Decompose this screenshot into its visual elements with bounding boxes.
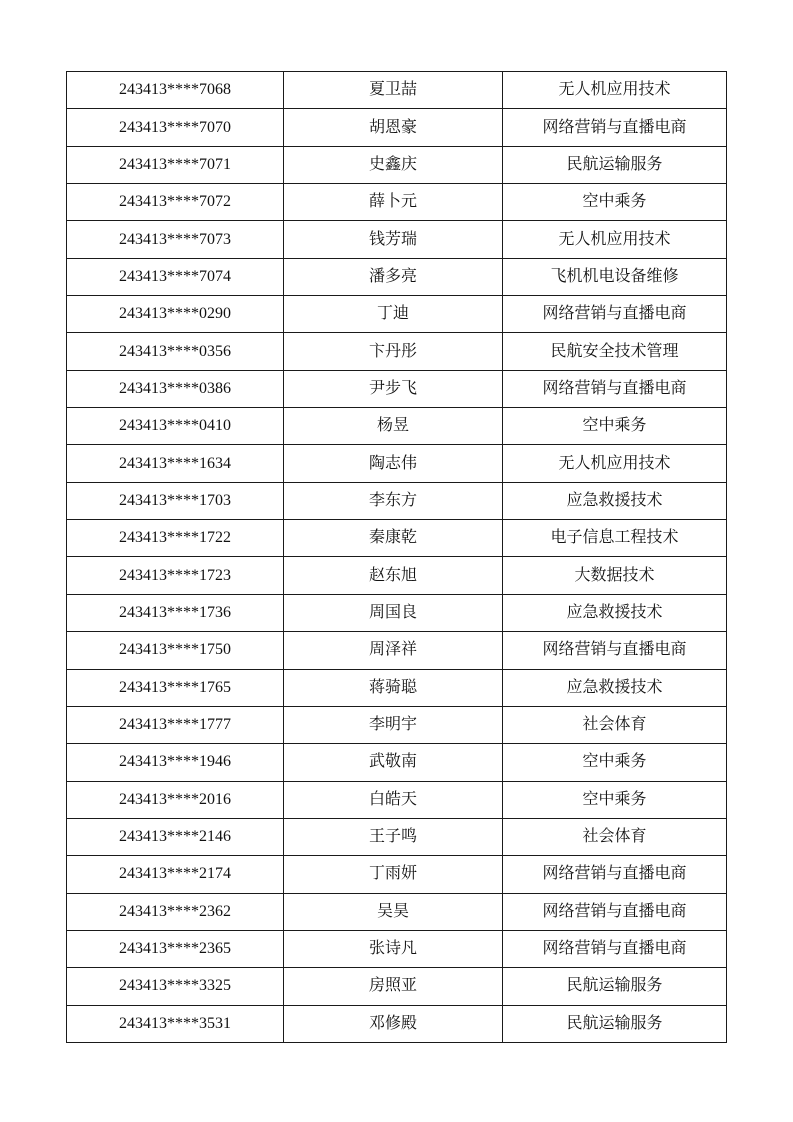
student-major-cell: 网络营销与直播电商 xyxy=(503,893,727,930)
student-name-cell: 周泽祥 xyxy=(284,632,503,669)
student-major-cell: 网络营销与直播电商 xyxy=(503,856,727,893)
student-name-cell: 周国良 xyxy=(284,594,503,631)
student-name-cell: 王子鸣 xyxy=(284,818,503,855)
student-id-cell: 243413****2365 xyxy=(67,930,284,967)
student-id-cell: 243413****2146 xyxy=(67,818,284,855)
table-row xyxy=(67,258,727,295)
table-row xyxy=(67,594,727,631)
student-id-cell: 243413****2362 xyxy=(67,893,284,930)
student-id-cell: 243413****7073 xyxy=(67,221,284,258)
table-row xyxy=(67,930,727,967)
student-id-cell: 243413****1736 xyxy=(67,594,284,631)
table-row xyxy=(67,72,727,109)
student-id-cell: 243413****1765 xyxy=(67,669,284,706)
student-major-cell: 大数据技术 xyxy=(503,557,727,594)
student-id-cell: 243413****1723 xyxy=(67,557,284,594)
student-name-cell: 白皓天 xyxy=(284,781,503,818)
student-major-cell: 民航运输服务 xyxy=(503,968,727,1005)
student-roster-table xyxy=(66,71,727,1043)
table-row xyxy=(67,109,727,146)
student-major-cell: 网络营销与直播电商 xyxy=(503,632,727,669)
student-major-cell: 应急救援技术 xyxy=(503,594,727,631)
table-row xyxy=(67,370,727,407)
student-major-cell: 社会体育 xyxy=(503,706,727,743)
table-row xyxy=(67,333,727,370)
student-name-cell: 胡恩豪 xyxy=(284,109,503,146)
student-name-cell: 李东方 xyxy=(284,482,503,519)
student-name-cell: 陶志伟 xyxy=(284,445,503,482)
student-id-cell: 243413****0290 xyxy=(67,296,284,333)
student-major-cell: 网络营销与直播电商 xyxy=(503,370,727,407)
student-id-cell: 243413****7068 xyxy=(67,72,284,109)
table-row xyxy=(67,482,727,519)
table-row xyxy=(67,445,727,482)
roster-body xyxy=(67,72,727,1043)
student-id-cell: 243413****1703 xyxy=(67,482,284,519)
student-id-cell: 243413****0410 xyxy=(67,408,284,445)
student-name-cell: 蒋骑聪 xyxy=(284,669,503,706)
student-name-cell: 杨昱 xyxy=(284,408,503,445)
student-id-cell: 243413****1946 xyxy=(67,744,284,781)
student-name-cell: 张诗凡 xyxy=(284,930,503,967)
table-row xyxy=(67,184,727,221)
student-major-cell: 网络营销与直播电商 xyxy=(503,930,727,967)
student-id-cell: 243413****0356 xyxy=(67,333,284,370)
student-major-cell: 电子信息工程技术 xyxy=(503,520,727,557)
table-row xyxy=(67,520,727,557)
student-name-cell: 尹步飞 xyxy=(284,370,503,407)
student-id-cell: 243413****1777 xyxy=(67,706,284,743)
student-major-cell: 空中乘务 xyxy=(503,184,727,221)
student-id-cell: 243413****1634 xyxy=(67,445,284,482)
student-id-cell: 243413****2174 xyxy=(67,856,284,893)
student-name-cell: 李明宇 xyxy=(284,706,503,743)
table-row xyxy=(67,408,727,445)
student-name-cell: 吴昊 xyxy=(284,893,503,930)
student-major-cell: 社会体育 xyxy=(503,818,727,855)
student-name-cell: 史鑫庆 xyxy=(284,146,503,183)
student-name-cell: 秦康乾 xyxy=(284,520,503,557)
table-row xyxy=(67,221,727,258)
table-row xyxy=(67,669,727,706)
table-row xyxy=(67,781,727,818)
student-major-cell: 民航运输服务 xyxy=(503,146,727,183)
table-row xyxy=(67,968,727,1005)
student-major-cell: 网络营销与直播电商 xyxy=(503,296,727,333)
student-id-cell: 243413****7070 xyxy=(67,109,284,146)
student-id-cell: 243413****0386 xyxy=(67,370,284,407)
student-major-cell: 网络营销与直播电商 xyxy=(503,109,727,146)
student-name-cell: 潘多亮 xyxy=(284,258,503,295)
table-row xyxy=(67,1005,727,1042)
student-name-cell: 邓修殿 xyxy=(284,1005,503,1042)
student-name-cell: 夏卫喆 xyxy=(284,72,503,109)
student-major-cell: 空中乘务 xyxy=(503,744,727,781)
table-row xyxy=(67,146,727,183)
student-major-cell: 空中乘务 xyxy=(503,408,727,445)
table-row xyxy=(67,893,727,930)
student-major-cell: 飞机机电设备维修 xyxy=(503,258,727,295)
student-id-cell: 243413****2016 xyxy=(67,781,284,818)
student-major-cell: 无人机应用技术 xyxy=(503,72,727,109)
table-row xyxy=(67,557,727,594)
student-name-cell: 房照亚 xyxy=(284,968,503,1005)
student-major-cell: 民航运输服务 xyxy=(503,1005,727,1042)
student-major-cell: 应急救援技术 xyxy=(503,669,727,706)
table-row xyxy=(67,632,727,669)
student-id-cell: 243413****1722 xyxy=(67,520,284,557)
student-name-cell: 丁雨妍 xyxy=(284,856,503,893)
student-id-cell: 243413****7071 xyxy=(67,146,284,183)
student-major-cell: 应急救援技术 xyxy=(503,482,727,519)
student-name-cell: 卞丹彤 xyxy=(284,333,503,370)
student-major-cell: 无人机应用技术 xyxy=(503,445,727,482)
student-major-cell: 民航安全技术管理 xyxy=(503,333,727,370)
table-row xyxy=(67,744,727,781)
student-name-cell: 钱芳瑞 xyxy=(284,221,503,258)
student-major-cell: 空中乘务 xyxy=(503,781,727,818)
table-row xyxy=(67,856,727,893)
table-row xyxy=(67,296,727,333)
student-name-cell: 丁迪 xyxy=(284,296,503,333)
table-row xyxy=(67,818,727,855)
student-id-cell: 243413****3325 xyxy=(67,968,284,1005)
student-id-cell: 243413****3531 xyxy=(67,1005,284,1042)
student-name-cell: 薛卜元 xyxy=(284,184,503,221)
student-major-cell: 无人机应用技术 xyxy=(503,221,727,258)
table-row xyxy=(67,706,727,743)
student-name-cell: 赵东旭 xyxy=(284,557,503,594)
student-id-cell: 243413****7074 xyxy=(67,258,284,295)
student-id-cell: 243413****1750 xyxy=(67,632,284,669)
student-name-cell: 武敬南 xyxy=(284,744,503,781)
student-id-cell: 243413****7072 xyxy=(67,184,284,221)
